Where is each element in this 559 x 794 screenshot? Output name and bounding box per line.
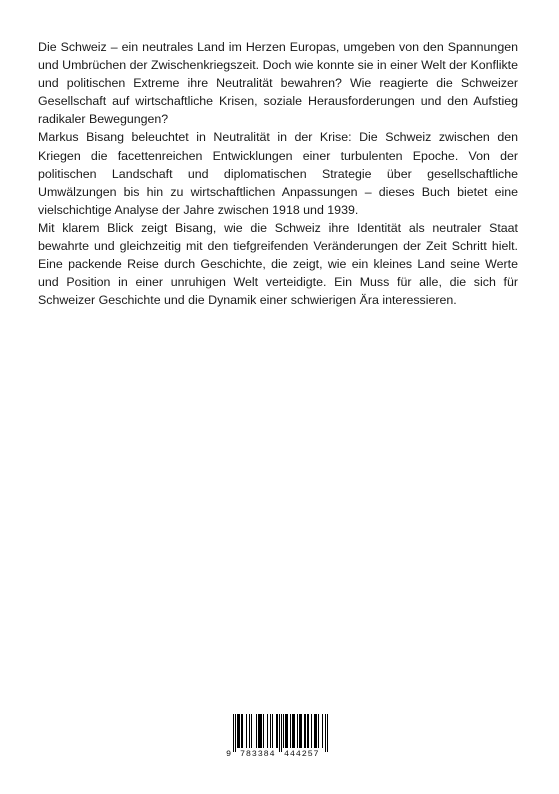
barcode-bar xyxy=(233,714,234,752)
barcode-bar xyxy=(283,714,284,748)
barcode-bar xyxy=(308,714,309,748)
barcode-bar xyxy=(272,714,273,748)
barcode-bar xyxy=(292,714,293,748)
isbn-barcode xyxy=(226,712,333,762)
barcode-bar xyxy=(277,714,278,748)
barcode-bar xyxy=(290,714,291,748)
barcode-bar xyxy=(301,714,302,748)
barcode-right-digits: 444257 xyxy=(284,749,320,759)
blurb-paragraph-2: Markus Bisang beleuchtet in Neutralität in der Krise: Die Schweiz zwischen den Kriegen die facettenreichen Entwicklungen einer turbulenten Epoche. Von der politischen Landschaft und diplomatischen Strategie über gesellschaftliche Umwälzungen bis hin zu wirtschaftlichen Anpassungen – dieses Buch bietet eine vielschichtige Analyse der Jahre zwischen 1918 und 1939. xyxy=(38,130,518,217)
barcode-bar xyxy=(246,714,247,748)
barcode-bar xyxy=(237,714,238,748)
blurb-paragraph-1: Die Schweiz – ein neutrales Land im Herzen Europas, umgeben von den Spannungen und Umbrüchen der Zwischenkriegszeit. Doch wie konnte sie in einer Welt der Konflikte und politischen Extreme ihre Neutralität bewahren? Wie reagierte die Schweizer Gesellschaft auf wirtschaftliche Krisen, soziale Herausforderungen und den Aufstieg radikaler Bewegungen? xyxy=(38,40,518,127)
barcode-bar xyxy=(260,714,261,748)
barcode-bars xyxy=(232,714,328,752)
barcode-bar xyxy=(285,714,286,748)
barcode-left-digits: 783384 xyxy=(240,749,276,759)
barcode-bar xyxy=(281,714,282,752)
barcode-bar xyxy=(314,714,315,748)
barcode-bar xyxy=(304,714,305,748)
barcode-bar xyxy=(327,714,328,752)
blurb-paragraph-3: Mit klarem Blick zeigt Bisang, wie die Schweiz ihre Identität als neutraler Staat bewahrte und gleichzeitig mit den tiefgreifenden Veränderungen der Zeit Schritt hielt. Eine packende Reise durch Geschichte, die zeigt, wie ein kleines Land seine Werte und Position in einer unruhigen Welt verteidigte. Ein Muss für alle, die sich für Schweizer Geschichte und die Dynamik einer schwierigen Ära interessieren. xyxy=(38,220,518,308)
barcode-bar xyxy=(267,714,268,748)
barcode-bar xyxy=(300,714,301,748)
barcode-bar xyxy=(318,714,319,748)
barcode-bar xyxy=(311,714,312,748)
barcode-bar xyxy=(325,714,326,752)
barcode-first-digit: 9 xyxy=(226,749,232,759)
barcode-bar xyxy=(241,714,242,748)
barcode-bar xyxy=(263,714,264,748)
barcode-bar xyxy=(251,714,252,748)
barcode-bar xyxy=(307,714,308,748)
barcode-bar xyxy=(238,714,239,748)
barcode-bar xyxy=(293,714,294,748)
barcode-bar xyxy=(316,714,317,748)
barcode-bar xyxy=(249,714,250,748)
barcode-bar xyxy=(256,714,257,748)
barcode-bar xyxy=(235,714,236,752)
barcode-bar xyxy=(322,714,323,748)
barcode-bar xyxy=(286,714,287,748)
barcode-bar xyxy=(259,714,260,748)
barcode-bar xyxy=(287,714,288,748)
blurb-text xyxy=(38,38,518,309)
barcode-bar xyxy=(258,714,259,748)
barcode-bar xyxy=(239,714,240,748)
barcode-bar xyxy=(297,714,298,748)
barcode-bar xyxy=(279,714,280,752)
barcode-bar xyxy=(305,714,306,748)
barcode-bar xyxy=(299,714,300,748)
barcode-bar xyxy=(276,714,277,748)
barcode-bar xyxy=(294,714,295,748)
barcode-bar xyxy=(242,714,243,748)
barcode-bar xyxy=(261,714,262,748)
barcode-bar xyxy=(270,714,271,748)
barcode-bar xyxy=(315,714,316,748)
